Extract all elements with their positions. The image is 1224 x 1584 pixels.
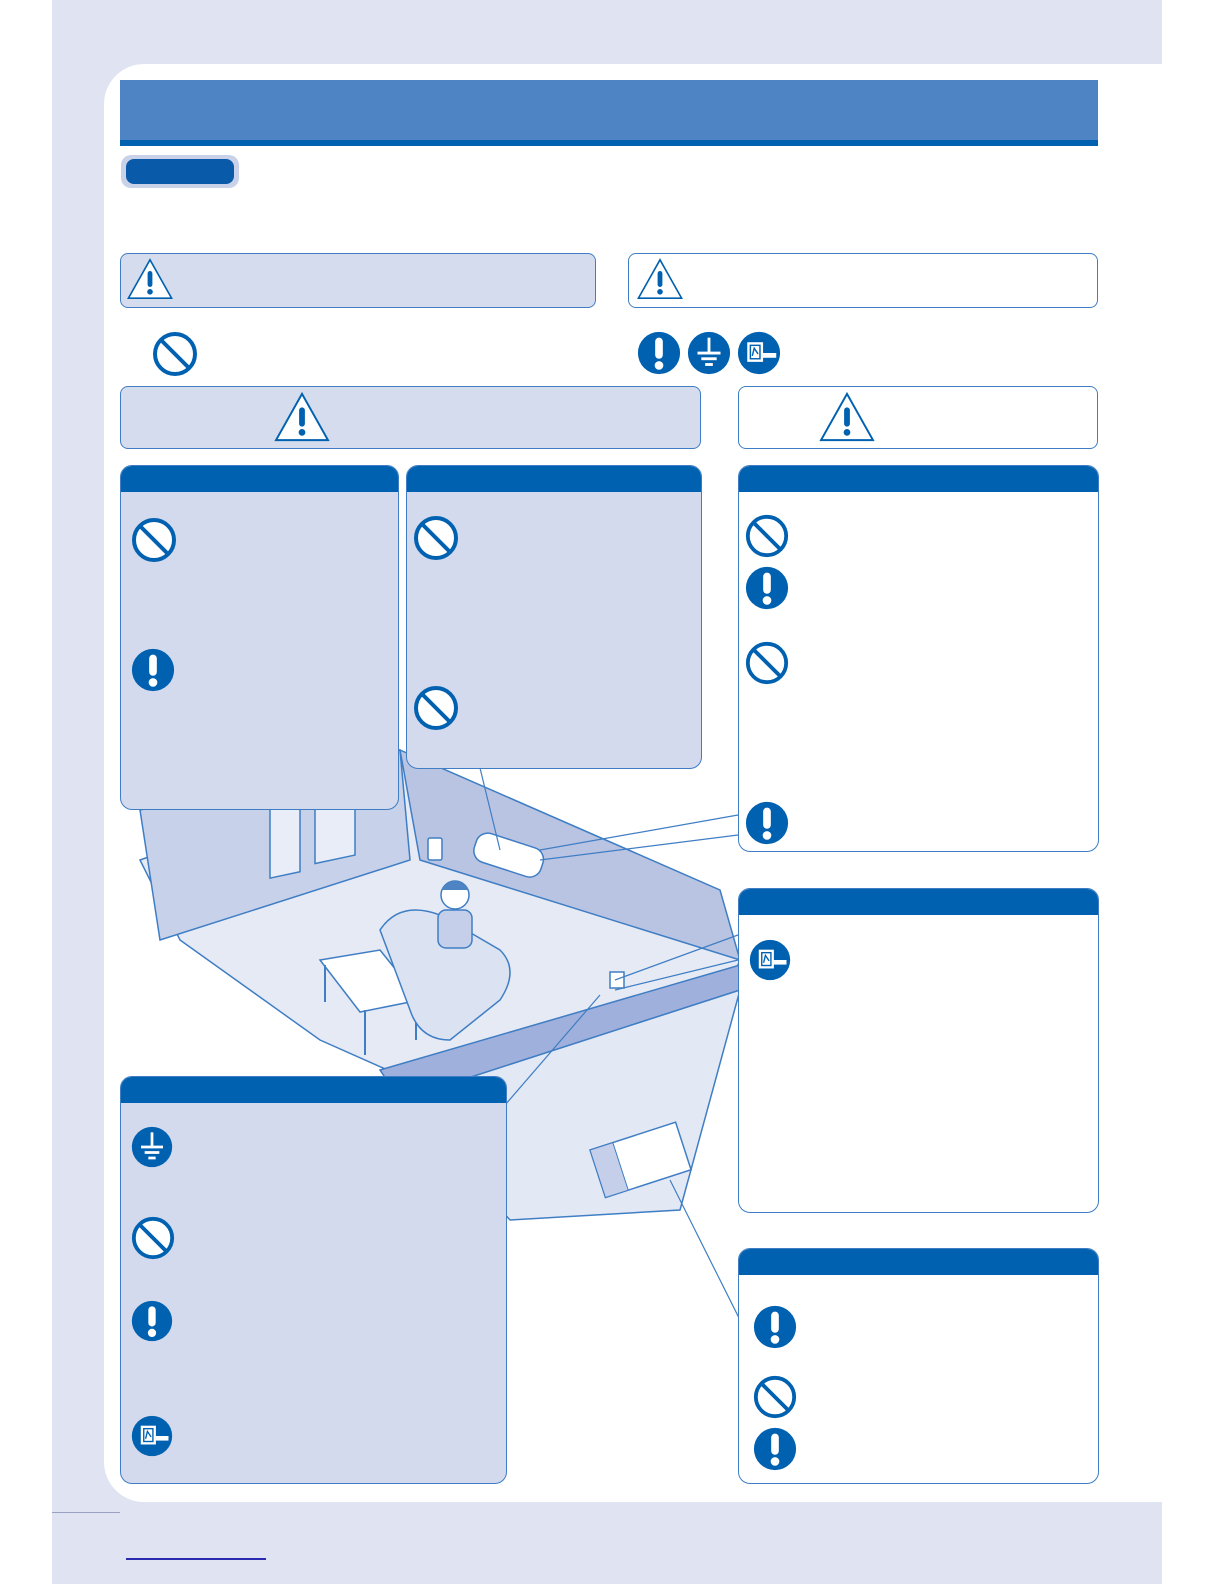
remove-plug-icon	[736, 330, 782, 376]
power-supply-panel	[120, 1076, 507, 1484]
prohibited-icon	[744, 640, 790, 686]
prohibited-icon	[130, 1215, 176, 1261]
section-tag-inner	[126, 159, 234, 184]
earth-ground-icon	[686, 330, 732, 376]
warning-triangle-icon	[126, 257, 174, 301]
panel-header	[407, 466, 701, 492]
prohibited-icon	[412, 514, 460, 562]
page-margin	[0, 0, 52, 1584]
panel-header	[121, 1077, 506, 1103]
caution-legend-box	[628, 253, 1098, 308]
earth-ground-icon	[130, 1125, 174, 1169]
mandatory-icon	[744, 565, 790, 611]
mandatory-icon	[130, 647, 176, 693]
warning-triangle-icon	[273, 391, 331, 443]
mandatory-icon	[752, 1304, 798, 1350]
mandatory-icon	[752, 1426, 798, 1472]
footer-rule	[52, 1512, 120, 1513]
mandatory-icon	[744, 800, 790, 846]
mandatory-icon	[636, 330, 682, 376]
panel-header	[739, 466, 1098, 492]
power-supply-caution-panel	[738, 888, 1099, 1213]
panel-header	[739, 1249, 1098, 1275]
caution-section-header	[738, 386, 1098, 449]
prohibited-icon	[412, 684, 460, 732]
panel-header	[121, 466, 398, 492]
warning-section-header	[120, 386, 701, 449]
warning-triangle-icon	[818, 391, 876, 443]
warning-legend-box	[120, 253, 596, 308]
remove-plug-icon	[748, 938, 792, 982]
panel-header	[739, 889, 1098, 915]
prohibited-icon	[130, 516, 178, 564]
footer-link-underline[interactable]	[126, 1558, 266, 1560]
prohibited-icon	[752, 1374, 798, 1420]
remove-plug-icon	[130, 1414, 174, 1458]
prohibited-icon	[744, 513, 790, 559]
mandatory-icon	[130, 1299, 174, 1343]
warning-triangle-icon	[636, 257, 684, 301]
page-title-bar	[120, 80, 1098, 146]
indoor-unit-caution-panel	[738, 465, 1099, 852]
prohibited-icon	[151, 330, 199, 378]
